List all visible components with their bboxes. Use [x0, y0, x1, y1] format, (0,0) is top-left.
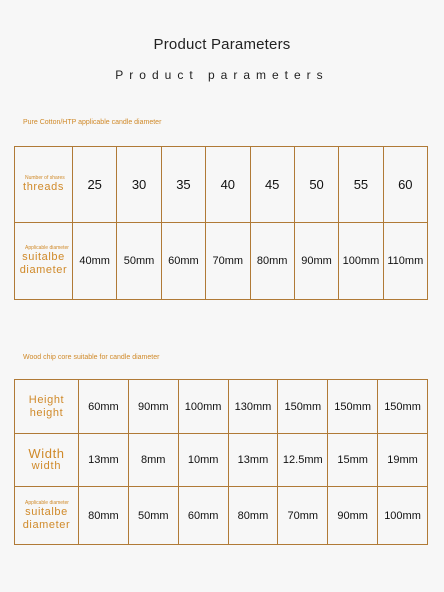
threads-header-big: threads	[23, 181, 64, 193]
threads-cell: 30	[117, 147, 161, 223]
diameter-cell: 40mm	[73, 223, 117, 300]
height-cell: 60mm	[79, 380, 129, 434]
wood-diameter-cell: 100mm	[378, 487, 428, 545]
threads-cell: 55	[339, 147, 383, 223]
wood-diameter-cell: 80mm	[228, 487, 278, 545]
cotton-parameter-table	[14, 146, 428, 300]
threads-cell: 50	[294, 147, 338, 223]
diameter-header-big-2: diameter	[19, 264, 68, 276]
wood-diameter-header-small: Applicable diameter	[25, 499, 69, 506]
height-cell: 130mm	[228, 380, 278, 434]
diameter-cell: 60mm	[161, 223, 205, 300]
width-cell: 19mm	[378, 434, 428, 487]
height-cell: 150mm	[278, 380, 328, 434]
wood-diameter-cell: 70mm	[278, 487, 328, 545]
height-header-2: height	[29, 406, 64, 419]
width-header-2: width	[31, 460, 62, 472]
page-subtitle: Product parameters	[115, 68, 329, 82]
wood-diameter-row	[15, 487, 428, 545]
threads-header-small: Number of shares	[25, 175, 65, 181]
wood-diameter-header-big-1: suitalbe	[25, 505, 68, 518]
diameter-row	[15, 223, 428, 300]
wood-diameter-cell: 90mm	[328, 487, 378, 545]
diameter-cell: 80mm	[250, 223, 294, 300]
threads-cell: 45	[250, 147, 294, 223]
width-header-1: Width	[28, 446, 65, 461]
height-header-1: Height	[28, 393, 65, 406]
page-title: Product Parameters	[153, 36, 291, 53]
section1-label: Pure Cotton/HTP applicable candle diameter	[23, 119, 162, 126]
width-cell: 10mm	[178, 434, 228, 487]
threads-cell: 25	[73, 147, 117, 223]
diameter-header-small: Applicable diameter	[25, 245, 69, 251]
section2-label: Wood chip core suitable for candle diameter	[23, 354, 160, 361]
height-cell: 150mm	[378, 380, 428, 434]
width-cell: 8mm	[128, 434, 178, 487]
height-row	[15, 380, 428, 434]
width-row	[15, 434, 428, 487]
wood-diameter-header-cell	[15, 487, 79, 545]
diameter-cell: 50mm	[117, 223, 161, 300]
diameter-header-cell	[15, 223, 73, 300]
wood-diameter-header-big-2: diameter	[22, 518, 71, 531]
threads-row	[15, 147, 428, 223]
diameter-cell: 110mm	[383, 223, 427, 300]
wood-diameter-cell: 60mm	[178, 487, 228, 545]
diameter-cell: 100mm	[339, 223, 383, 300]
diameter-cell: 90mm	[294, 223, 338, 300]
wood-diameter-cell: 50mm	[128, 487, 178, 545]
height-cell: 90mm	[128, 380, 178, 434]
height-cell: 150mm	[328, 380, 378, 434]
wood-chip-parameter-table	[14, 379, 428, 545]
threads-header-cell	[15, 147, 73, 223]
width-header-cell	[15, 434, 79, 487]
width-cell: 13mm	[228, 434, 278, 487]
threads-cell: 40	[206, 147, 250, 223]
height-cell: 100mm	[178, 380, 228, 434]
diameter-cell: 70mm	[206, 223, 250, 300]
threads-cell: 60	[383, 147, 427, 223]
width-cell: 13mm	[79, 434, 129, 487]
diameter-header-big-1: suitalbe	[22, 251, 65, 263]
wood-diameter-cell: 80mm	[79, 487, 129, 545]
height-header-cell	[15, 380, 79, 434]
threads-cell: 35	[161, 147, 205, 223]
width-cell: 12.5mm	[278, 434, 328, 487]
width-cell: 15mm	[328, 434, 378, 487]
